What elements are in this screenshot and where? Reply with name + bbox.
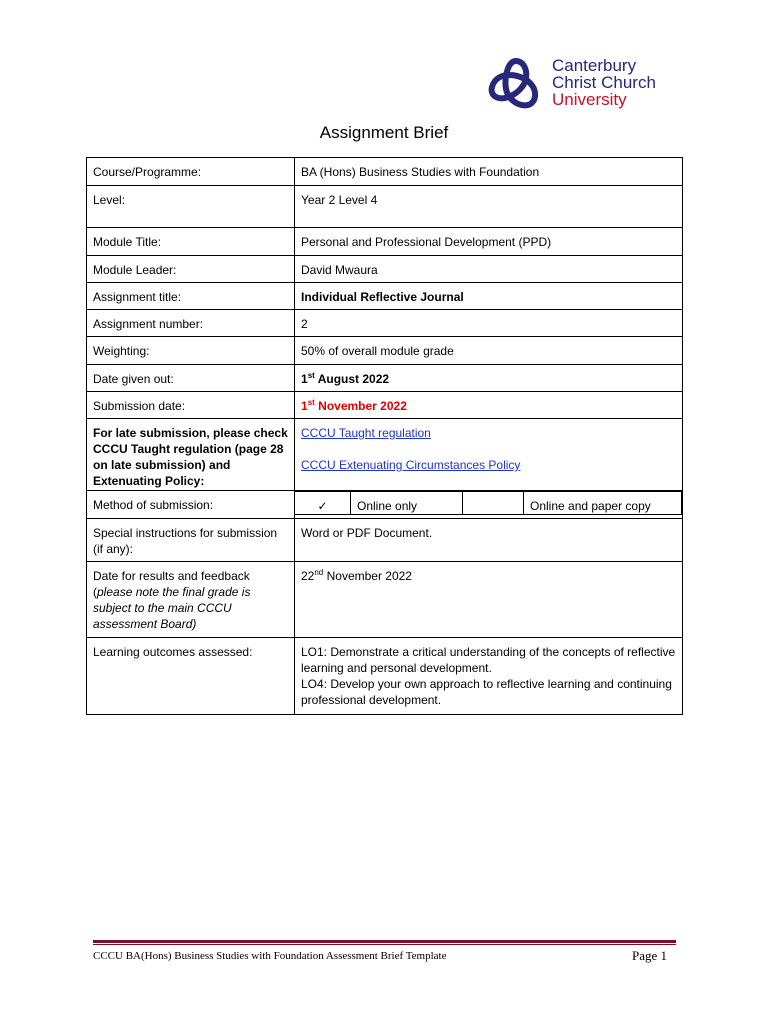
online-paper-option: Online and paper copy [524, 492, 682, 515]
footer-rule [93, 940, 676, 943]
date-given-rest: August 2022 [314, 372, 390, 386]
university-logo [474, 44, 674, 122]
assignment-number-value: 2 [295, 310, 683, 337]
level-label: Level: [87, 186, 295, 228]
online-only-checkbox[interactable]: ✓ [295, 492, 351, 515]
results-day: 22 [301, 569, 315, 583]
table-row [87, 256, 683, 283]
taught-regulation-link[interactable]: CCCU Taught regulation [301, 426, 431, 440]
page-number: Page 1 [632, 948, 668, 963]
footer-rule-thin [93, 944, 676, 945]
special-instructions-value: Word or PDF Document. [295, 519, 683, 562]
date-given-day: 1 [301, 372, 308, 386]
footer-title: CCCU BA(Hons) Business Studies with Foundation Assessment Brief Template [93, 950, 447, 962]
learning-outcomes-label: Learning outcomes assessed: [87, 638, 295, 715]
assignment-title-label: Assignment title: [87, 283, 295, 310]
table-row [87, 419, 683, 491]
weighting-label: Weighting: [87, 337, 295, 365]
special-instructions-label: Special instructions for submission (if any): [87, 519, 295, 562]
module-title-value: Personal and Professional Development (PPD) [295, 228, 683, 256]
extenuating-policy-link[interactable]: CCCU Extenuating Circumstances Policy [301, 458, 521, 472]
table-row [87, 337, 683, 365]
assignment-brief-table [86, 157, 683, 715]
level-value: Year 2 Level 4 [295, 186, 683, 228]
table-row [87, 392, 683, 419]
table-row [87, 186, 683, 228]
results-rest: November 2022 [323, 569, 412, 583]
module-leader-label: Module Leader: [87, 256, 295, 283]
submission-date-rest: November 2022 [314, 399, 407, 413]
outcome-lo1: LO1: Demonstrate a critical understanding of the concepts of reflective learning and personal development. [301, 645, 676, 675]
results-label: Date for results and feedback [93, 569, 250, 583]
table-row [87, 365, 683, 392]
date-given-value [295, 365, 683, 392]
outcome-lo4: LO4: Develop your own approach to reflective learning and continuing professional development. [301, 677, 672, 707]
page-title: Assignment Brief [319, 123, 449, 142]
late-submission-label: For late submission, please check CCCU Taught regulation (page 28 on late submission) and Extenuating Policy: [87, 419, 295, 491]
results-note-open: ( [93, 585, 97, 599]
results-label-cell [87, 562, 295, 638]
assignment-title-value: Individual Reflective Journal [295, 283, 683, 310]
assignment-number-label: Assignment number: [87, 310, 295, 337]
submission-date-suffix: st [307, 398, 315, 407]
results-suffix: nd [314, 568, 324, 577]
table-row [87, 562, 683, 638]
submission-date-day: 1 [301, 399, 308, 413]
method-options [295, 491, 683, 519]
late-submission-links [295, 419, 683, 491]
learning-outcomes-value [295, 638, 683, 715]
weighting-value: 50% of overall module grade [295, 337, 683, 365]
table-row [87, 638, 683, 715]
table-row [87, 158, 683, 186]
online-paper-checkbox[interactable] [463, 492, 524, 515]
module-leader-value: David Mwaura [295, 256, 683, 283]
logo-line-1: Canterbury [552, 56, 637, 75]
table-row [87, 491, 683, 519]
method-label: Method of submission: [87, 491, 295, 519]
logo-line-3: University [552, 90, 627, 109]
table-row [87, 228, 683, 256]
table-row [87, 283, 683, 310]
university-emblem-icon [486, 55, 546, 111]
submission-date-label: Submission date: [87, 392, 295, 419]
results-note: please note the final grade is subject to the main CCCU assessment Board) [93, 585, 251, 631]
table-row [87, 310, 683, 337]
course-label: Course/Programme: [87, 158, 295, 186]
online-only-option: Online only [351, 492, 463, 515]
module-title-label: Module Title: [87, 228, 295, 256]
course-value: BA (Hons) Business Studies with Foundation [295, 158, 683, 186]
date-given-label: Date given out: [87, 365, 295, 392]
submission-date-value [295, 392, 683, 419]
logo-line-2: Christ Church [552, 73, 656, 92]
date-given-suffix: st [307, 371, 315, 380]
results-date-value [295, 562, 683, 638]
table-row [87, 519, 683, 562]
